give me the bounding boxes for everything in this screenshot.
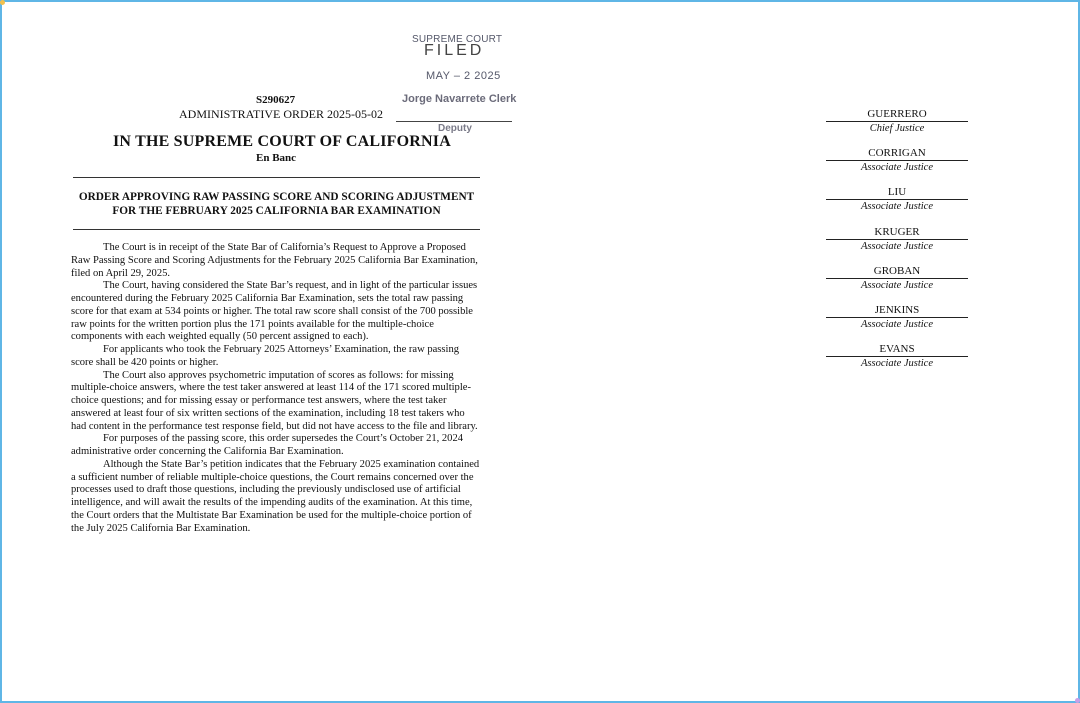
top-divider bbox=[73, 177, 480, 178]
justice-entry bbox=[826, 147, 968, 186]
case-number: S290627 bbox=[256, 94, 296, 106]
corner-marker-top-left bbox=[0, 0, 5, 5]
paragraph: For purposes of the passing score, this order supersedes the Court’s October 21, 2024 administrative order concerning the California Bar Examination. bbox=[71, 433, 463, 457]
stamp-court: SUPREME COURT bbox=[412, 34, 503, 45]
justice-entry bbox=[826, 226, 968, 265]
justice-name: KRUGER bbox=[826, 226, 968, 240]
justice-title: Associate Justice bbox=[860, 358, 934, 370]
justice-name: CORRIGAN bbox=[826, 147, 968, 161]
justice-title: Chief Justice bbox=[869, 123, 925, 134]
justice-title: Associate Justice bbox=[860, 279, 934, 291]
order-title bbox=[73, 190, 480, 218]
justice-title: Associate Justice bbox=[860, 240, 934, 252]
corner-marker-bottom-right bbox=[1075, 698, 1080, 703]
justice-entry bbox=[826, 343, 968, 382]
stamp-date: MAY – 2 2025 bbox=[426, 70, 501, 82]
stamp-deputy: Deputy bbox=[438, 123, 472, 134]
paragraph: For applicants who took the February 2025 Attorneys’ Examination, the raw passing score shall be 420 points or higher. bbox=[71, 344, 459, 368]
justice-name: EVANS bbox=[826, 343, 968, 357]
justice-entry bbox=[826, 265, 968, 304]
justice-name: GUERRERO bbox=[826, 108, 968, 122]
order-title-line-2: FOR THE FEBRUARY 2025 CALIFORNIA BAR EXAMINATION bbox=[112, 205, 441, 217]
justice-title: Associate Justice bbox=[860, 318, 934, 330]
stamp-clerk: Jorge Navarrete Clerk bbox=[402, 93, 517, 105]
paragraph: The Court also approves psychometric imputation of scores as follows: for missing multiple-choice answers, where the test taker answered at least 114 of the 171 scored multiple-choice questions; and for missing essay or performance test answers, where the test taker answered at least four of six written sections of the examination, including 18 test takers who had content in the performance test response field, but did not have access to the file and library. bbox=[71, 369, 478, 432]
justice-title: Associate Justice bbox=[860, 162, 934, 174]
justice-name: JENKINS bbox=[826, 304, 968, 318]
order-title-line-1: ORDER APPROVING RAW PASSING SCORE AND SCORING ADJUSTMENT bbox=[78, 191, 475, 203]
paragraph: Although the State Bar’s petition indicates that the February 2025 examination contained a sufficient number of reliable multiple-choice questions, the Court remains concerned over the processes used to draft those questions, including the previously undisclosed use of artificial intelligence, and will await the results of the impending audits of the examination. At this time, the Court orders that the Multistate Bar Examination be used for the multiple-choice portion of the July 2025 California Bar Examination. bbox=[71, 458, 480, 534]
justice-entry bbox=[826, 186, 968, 225]
justices-signature-block bbox=[826, 108, 968, 382]
justice-title: Associate Justice bbox=[860, 201, 934, 213]
order-body bbox=[71, 242, 481, 535]
court-title: IN THE SUPREME COURT OF CALIFORNIA bbox=[113, 133, 451, 150]
justice-entry bbox=[826, 304, 968, 343]
justice-name: LIU bbox=[826, 186, 968, 200]
stamp-signature-line bbox=[396, 121, 512, 122]
administrative-order-number: ADMINISTRATIVE ORDER 2025-05-02 bbox=[179, 107, 383, 121]
stamp-filed: FILED bbox=[424, 42, 485, 59]
en-banc-label: En Banc bbox=[256, 152, 297, 164]
justice-entry bbox=[826, 108, 968, 147]
paragraph: The Court, having considered the State Bar’s request, and in light of the particular issues encountered during the February 2025 California Bar Examination, sets the total raw passing score for that exam at 534 points or higher. The total raw score shall consist of the 700 possible raw points for the written portion plus the 171 points available for the multiple-choice components with each weighted equally (50 percent assigned to each). bbox=[71, 280, 478, 343]
paragraph: The Court is in receipt of the State Bar of California’s Request to Approve a Proposed Raw Passing Score and Scoring Adjustments for the February 2025 California Bar Examination, filed on April 29, 2025. bbox=[71, 242, 478, 279]
bottom-divider bbox=[73, 229, 480, 230]
justice-name: GROBAN bbox=[826, 265, 968, 279]
